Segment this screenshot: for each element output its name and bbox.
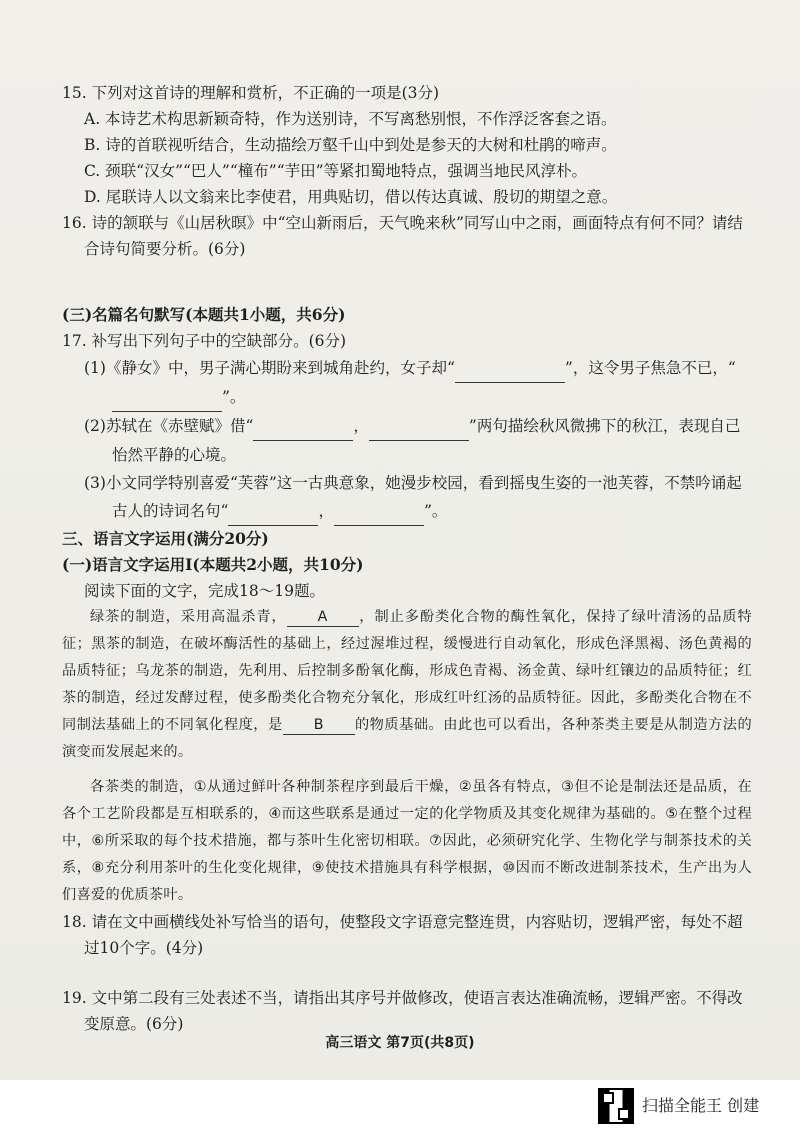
scanner-watermark-text: 扫描全能王 创建	[642, 1096, 760, 1115]
item-2-blank-2[interactable]	[369, 412, 469, 441]
question-18-stem: 18. 请在文中画横线处补写恰当的语句，使整段文字语意完整连贯，内容贴切，逻辑严密，每处不超过10个字。(4分)	[62, 913, 743, 957]
question-15-option-d: D. 尾联诗人以文翁来比李使君，用典贴切，借以传达真诚、殷切的期望之意。	[84, 188, 618, 206]
page-footer: 高三语文 第7页(共8页)	[325, 1035, 475, 1051]
question-19-stem: 19. 文中第二段有三处表述不当，请指出其序号并做修改，使语言表达准确流畅，逻辑严密。不得改变原意。(6分)	[62, 989, 743, 1033]
item-3-text-b: ，	[318, 502, 334, 520]
question-17-item-3	[84, 469, 752, 526]
part-3-title: 三、语言文字运用(满分20分)	[62, 529, 269, 548]
passage-blank-b[interactable]: B	[283, 716, 355, 735]
question-15-option-a: A. 本诗艺术构思新颖奇特，作为送别诗，不写离愁别恨，不作浮泛客套之语。	[84, 110, 617, 128]
question-17-stem: 17. 补写出下列句子中的空缺部分。(6分)	[62, 332, 347, 350]
item-3-blank-1[interactable]	[228, 497, 318, 526]
item-1-text-b: ”，这令男子焦急不已，“	[564, 359, 736, 377]
passage-blank-a[interactable]: A	[287, 608, 359, 627]
item-1-blank-2[interactable]	[112, 383, 222, 412]
question-17-item-2	[84, 412, 752, 469]
question-17-item-1	[84, 354, 752, 412]
part-3-sub-1-title: (一)语言文字运用Ⅰ(本题共2小题，共10分)	[62, 555, 364, 574]
question-15-option-b: B. 诗的首联视听结合，生动描绘万壑千山中到处是参天的大树和杜鹃的啼声。	[84, 136, 617, 154]
passage-paragraph-2: 各茶类的制造，①从通过鲜叶各种制茶程序到最后干燥，②虽各有特点，③但不论是制法还是品质，在各个工艺阶段都是互相联系的，④而这些联系是通过一定的化学物质及其变化规律为基础的。⑤在整个过程中，⑥所采取的每个技术措施，都与茶叶生化密切相联。⑦因此，必须研究化学、生物化学与制茶技术的关系，⑧充分利用茶叶的生化变化规律，⑨使技术措施具有科学根据，⑩因而不断改进制茶技术，生产出为人们喜爱的优质茶叶。	[62, 779, 752, 903]
passage-paragraph-1	[62, 604, 752, 766]
passage-1-text-b: ，制止多酚类化合物的酶性氧化，保持了绿叶清汤的品质特征；黑茶的制造，在破坏酶活性的基础上，经过渥堆过程，缓慢进行自动氧化，形成色泽黑褐、汤色黄褐的品质特征；乌龙茶的制造，先利用、后控制多酚氧化酶，形成色青褐、汤金黄、绿叶红镶边的品质特征；红茶的制造，经过发酵过程，使多酚类化合物充分氧化，形成红叶红汤的品质特征。因此，多酚类化合物在不同制法基础上的不同氧化程度，是	[62, 609, 752, 733]
item-2-text-a: (2)苏轼在《赤壁赋》借“	[84, 417, 254, 435]
item-3-text-a: (3)小文同学特别喜爱“芙蓉”这一古典意象，她漫步校园，看到摇曳生姿的一池芙蓉，不禁吟诵起古人的诗词名句“	[84, 474, 742, 520]
qr-code-icon	[598, 1088, 634, 1124]
item-1-blank-1[interactable]	[455, 354, 565, 383]
section-3-title: (三)名篇名句默写(本题共1小题，共6分)	[62, 305, 346, 324]
item-1-text-a: (1)《静女》中，男子满心期盼来到城角赴约，女子却“	[84, 359, 455, 377]
item-2-text-b: ，	[353, 417, 369, 435]
page-content	[62, 80, 752, 1037]
reading-instruction: 阅读下面的文字，完成18～19题。	[84, 582, 325, 600]
question-15-option-c: C. 颈联“汉女”“巴人”“橦布”“芋田”等紧扣蜀地特点，强调当地民风淳朴。	[84, 162, 588, 180]
item-2-blank-1[interactable]	[253, 412, 353, 441]
item-1-text-c: ”。	[222, 388, 246, 406]
item-3-blank-2[interactable]	[334, 497, 424, 526]
passage-1-text-c: 的物质基础。由此也可以看出，各种茶类主要是从制造方法的演变而发展起来的。	[62, 717, 752, 760]
item-2-text-c: ”两句描绘秋风微拂下的秋江，表现自己怡然平静的心境。	[112, 417, 741, 464]
passage-1-text-a: 绿茶的制造，采用高温杀青，	[90, 609, 287, 625]
item-3-text-c: ”。	[423, 502, 448, 520]
question-16-stem: 16. 诗的颔联与《山居秋暝》中“空山新雨后，天气晚来秋”同写山中之雨，画面特点有何不同？请结合诗句简要分析。(6分)	[62, 214, 743, 258]
question-15-stem: 15. 下列对这首诗的理解和赏析，不正确的一项是(3分)	[62, 84, 440, 102]
